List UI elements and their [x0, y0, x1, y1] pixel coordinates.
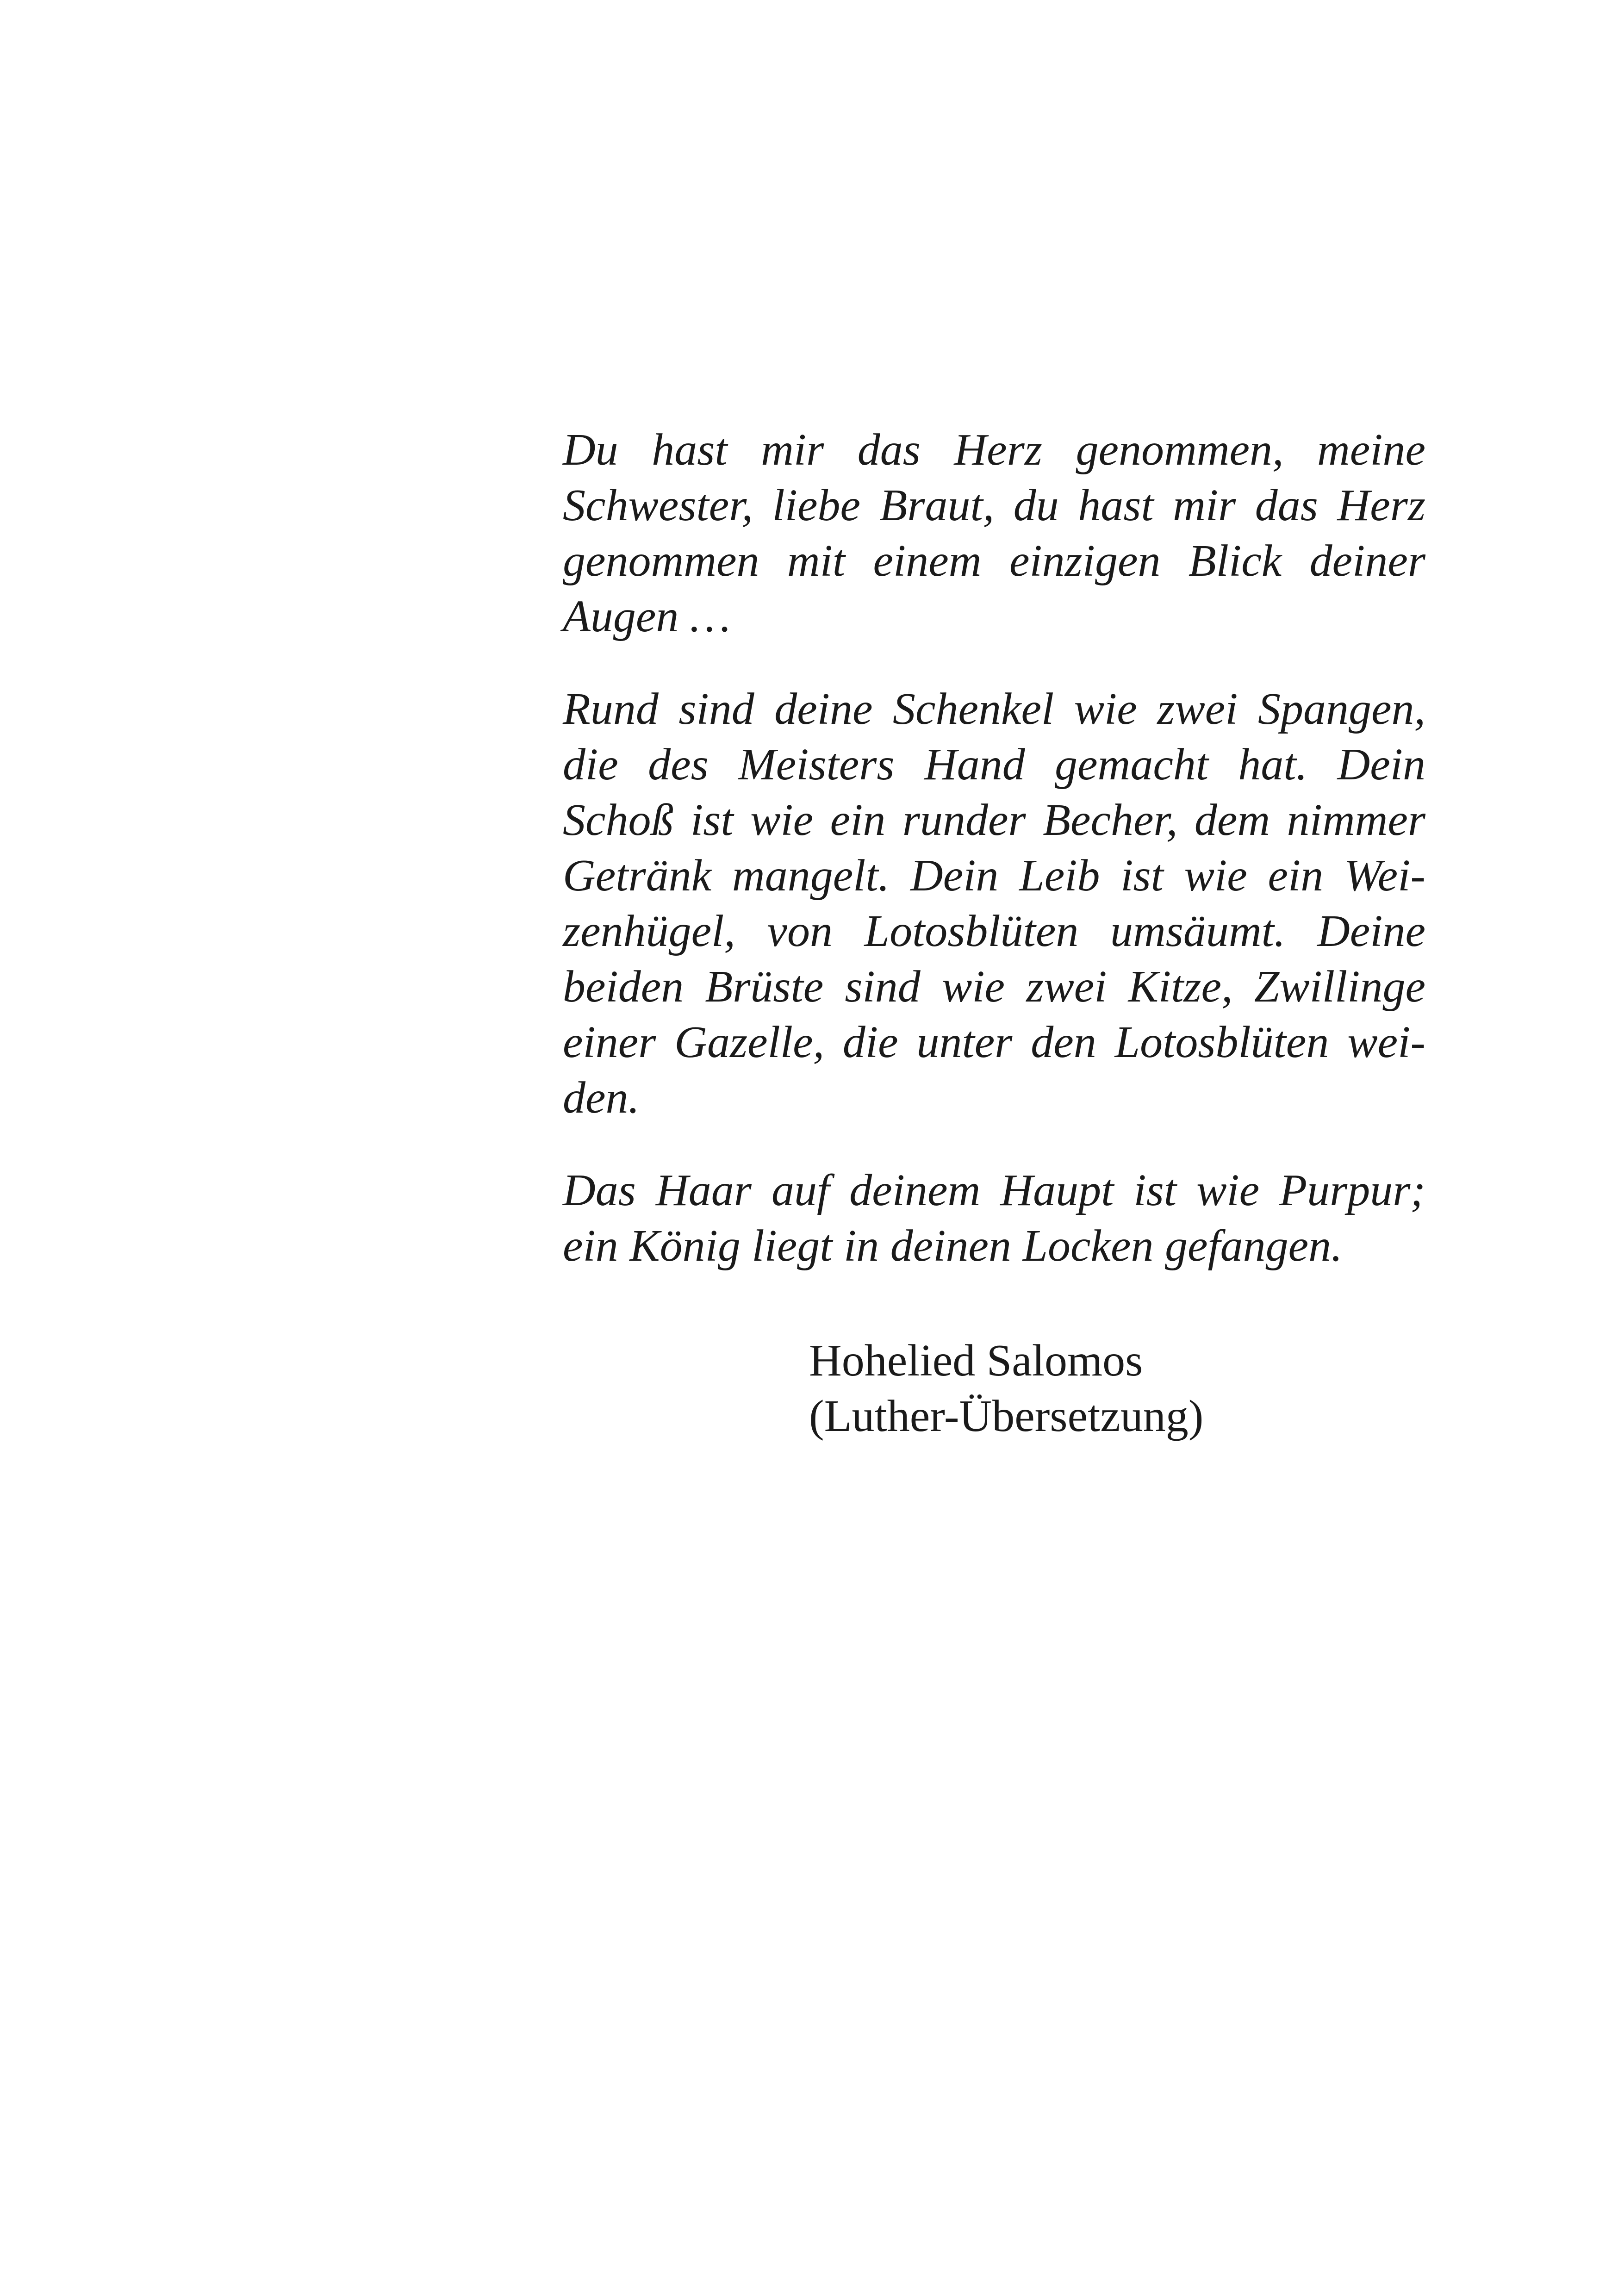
text-line: Getränk mangelt. Dein Leib ist wie ein Wei-: [563, 851, 1425, 901]
text-line: Augen …: [563, 591, 730, 641]
text-line: genommen mit einem einzigen Blick deiner: [563, 536, 1425, 586]
text-line: Du hast mir das Herz genommen, meine: [563, 425, 1425, 475]
text-line: Rund sind deine Schenkel wie zwei Spangen,: [563, 684, 1425, 734]
text-line: Schoß ist wie ein runder Becher, dem nimmer: [563, 795, 1425, 845]
epigraph-paragraph-2: [563, 681, 1425, 1126]
epigraph-paragraph-3: [563, 1163, 1425, 1274]
source-title: Hohelied Salomos: [809, 1336, 1143, 1386]
epigraph: [563, 422, 1425, 1274]
text-line: Schwester, liebe Braut, du hast mir das Herz: [563, 480, 1425, 530]
source-translation-note: (Luther-Übersetzung): [809, 1391, 1204, 1441]
text-line: beiden Brüste sind wie zwei Kitze, Zwillinge: [563, 962, 1425, 1012]
text-line: einer Gazelle, die unter den Lotosblüten wei-: [563, 1017, 1425, 1067]
epigraph-paragraph-1: [563, 422, 1425, 644]
text-line: ein König liegt in deinen Locken gefangen.: [563, 1221, 1343, 1271]
text-line: den.: [563, 1073, 640, 1123]
text-line: Das Haar auf deinem Haupt ist wie Purpur;: [563, 1165, 1425, 1215]
epigraph-source: [809, 1333, 1203, 1444]
text-line: zenhügel, von Lotosblüten umsäumt. Deine: [563, 906, 1425, 956]
text-line: die des Meisters Hand gemacht hat. Dein: [563, 740, 1425, 790]
